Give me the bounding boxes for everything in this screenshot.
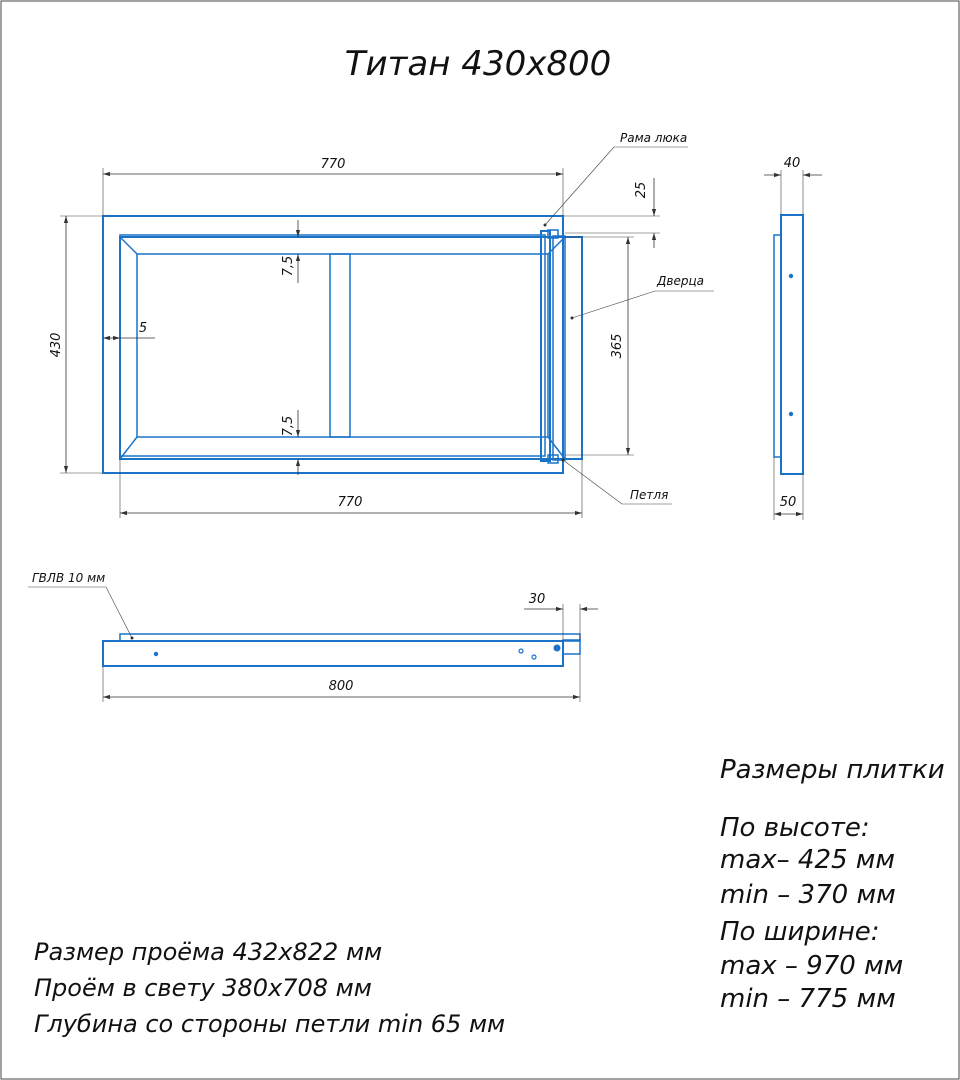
dim-gap-left: 5 — [138, 321, 148, 336]
front-callouts — [544, 131, 715, 504]
side-profile-frame — [774, 235, 781, 457]
dim-offset: 30 — [528, 592, 546, 607]
plan-hinge — [563, 640, 580, 654]
tile-height-min: min – 370 мм — [720, 880, 896, 910]
dim-width-bottom: 770 — [337, 495, 363, 510]
center-stiffener — [330, 254, 350, 437]
side-view — [764, 156, 822, 520]
drawing-title: Титан 430х800 — [344, 44, 612, 84]
dim-frame-offset: 25 — [634, 181, 649, 199]
plan-lock — [554, 645, 561, 652]
side-fastener — [789, 412, 793, 416]
callout-frame: Рама люка — [620, 131, 688, 145]
side-fastener — [789, 274, 793, 278]
dim-side-bottom: 50 — [779, 495, 797, 510]
callout-hinge: Петля — [630, 488, 669, 502]
dim-inner-height: 365 — [610, 333, 625, 359]
tile-width-label: По ширине: — [720, 917, 880, 947]
tile-height-label: По высоте: — [720, 813, 870, 843]
dim-length: 800 — [328, 679, 354, 694]
dim-width-top: 770 — [320, 157, 346, 172]
bevel-line — [120, 237, 137, 254]
plan-hole — [532, 655, 536, 659]
tile-width-max: max – 970 мм — [720, 951, 904, 981]
notes-block — [34, 938, 505, 1038]
tile-sizes-block — [720, 755, 945, 1014]
tile-heading: Размеры плитки — [720, 755, 945, 785]
note-opening-size: Размер проёма 432х822 мм — [34, 938, 383, 966]
dim-gap-bottom: 7,5 — [281, 415, 296, 437]
front-view — [103, 216, 582, 473]
plan-fastener — [154, 652, 158, 656]
plan-view — [28, 571, 598, 702]
gypsum-board — [120, 634, 580, 641]
note-clear-opening: Проём в свету 380х708 мм — [34, 974, 372, 1002]
callout-door: Дверца — [657, 274, 704, 288]
door-panel — [120, 237, 582, 459]
dim-side-top: 40 — [783, 156, 801, 171]
note-hinge-depth: Глубина со стороны петли min 65 мм — [34, 1010, 506, 1038]
hatch-frame-inner — [120, 235, 545, 456]
side-profile-door — [781, 215, 803, 474]
dim-height: 430 — [49, 332, 64, 358]
door-inner-panel — [137, 254, 548, 437]
tile-width-min: min – 775 мм — [720, 984, 896, 1014]
plan-frame — [103, 641, 563, 666]
tile-height-max: max– 425 мм — [720, 845, 896, 875]
dim-gap-top: 7,5 — [281, 255, 296, 277]
plan-hole — [519, 649, 523, 653]
callout-board: ГВЛВ 10 мм — [32, 571, 106, 585]
